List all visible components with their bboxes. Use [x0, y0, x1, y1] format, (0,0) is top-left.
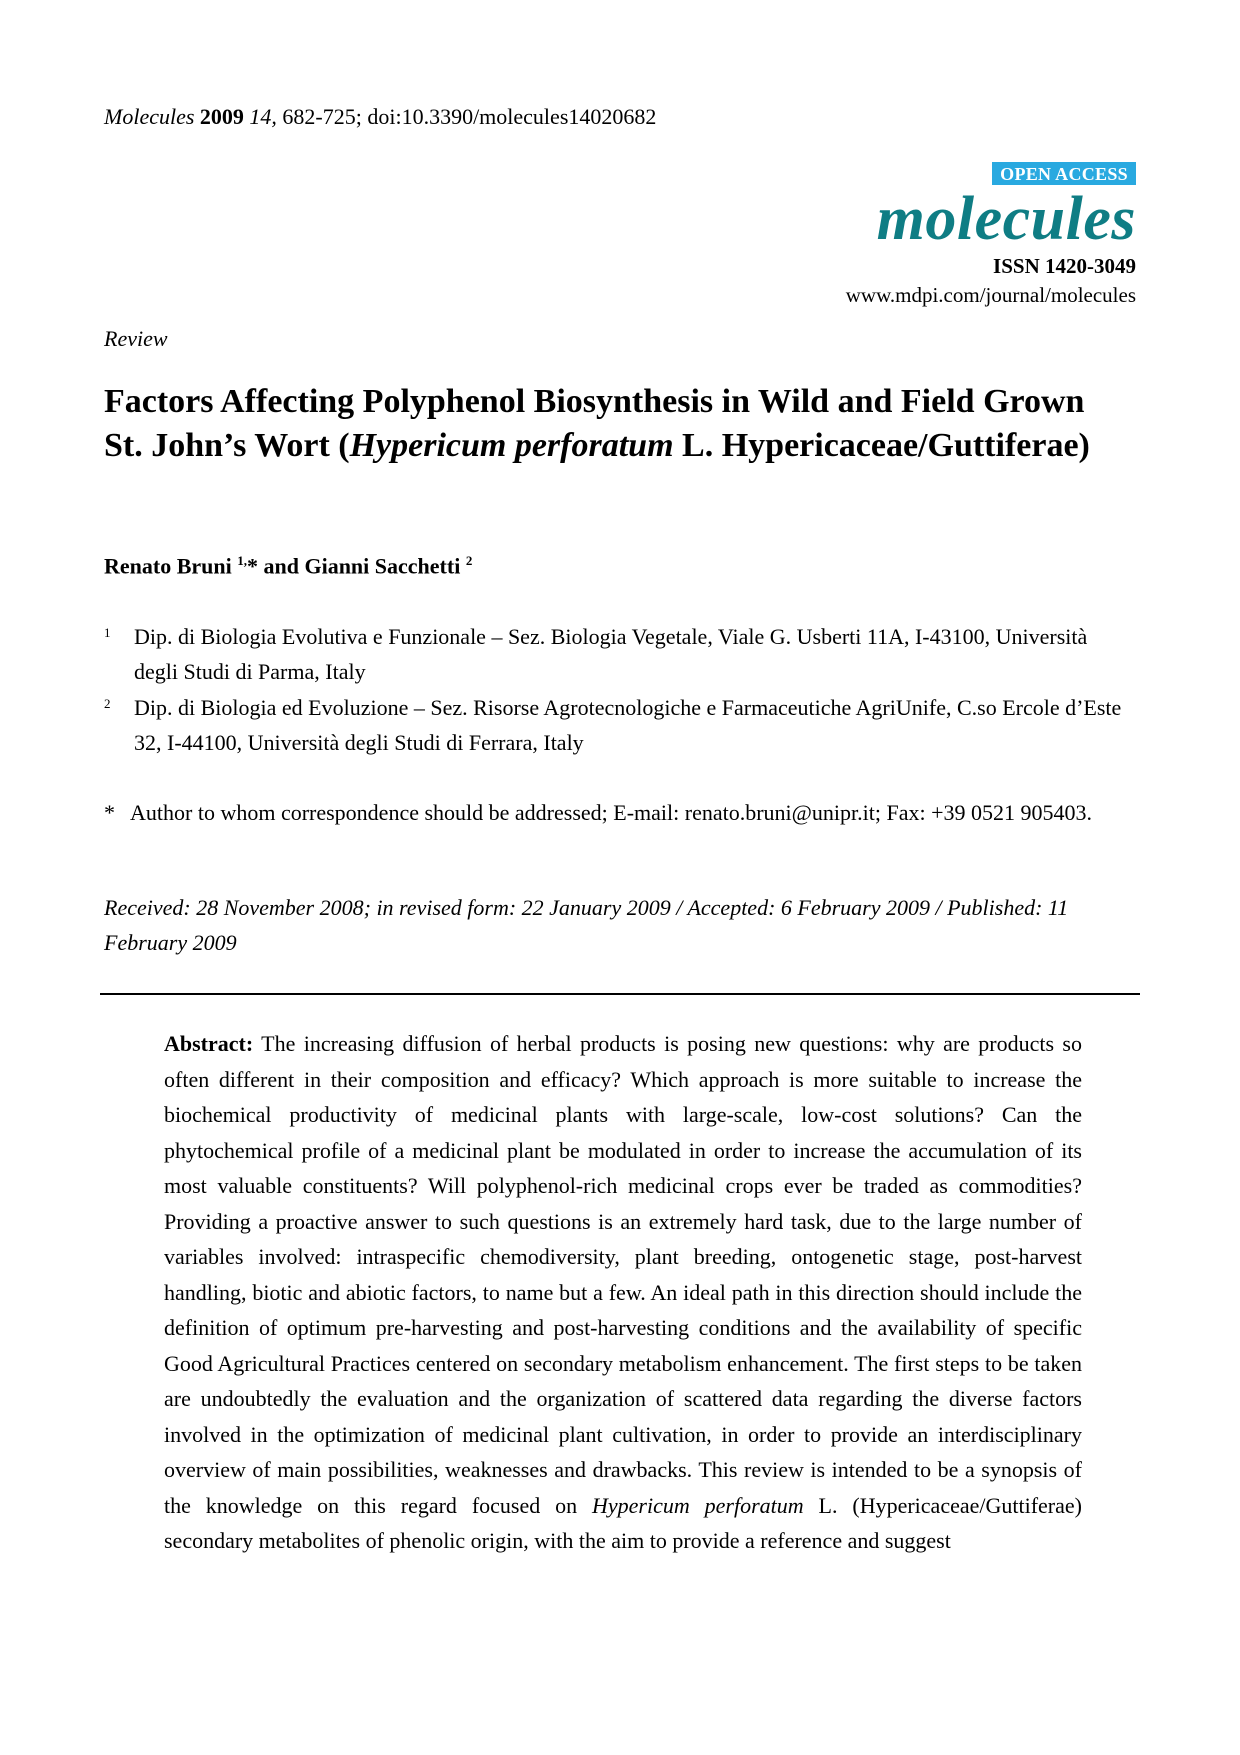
journal-url[interactable]: www.mdpi.com/journal/molecules — [845, 283, 1136, 307]
title-part-1: Factors Affecting Polyphenol Biosynthesis in Wild and Field Grown St. John’s Wort ( — [104, 383, 1085, 464]
correspondence-text: Author to whom correspondence should be addressed; E-mail: renato.bruni@unipr.it; Fax: +39 0521 905403. — [130, 800, 1092, 825]
author-list — [104, 553, 472, 579]
author-2: and Gianni Sacchetti — [258, 553, 466, 579]
issn: ISSN 1420-3049 — [993, 254, 1136, 278]
affiliation-number: 2 — [104, 696, 111, 711]
corresponding-marker: * — [247, 553, 258, 579]
abstract-text-1: The increasing diffusion of herbal products is posing new questions: why are products so often different in their composition and efficacy? Which approach is more suitable to increase the biochemical productivity of medicinal plants with large-scale, low-cost solutions? Can the phytochemical profile of a medicinal plant be modulated in order to increase the accumulation of its most valuable constituents? Will polyphenol-rich medicinal crops ever be traded as commodities? Providing a proactive answer to such questions is an extremely hard task, due to the large number of variables involved: intraspecific chemodiversity, plant breeding, ontogenetic stage, post-harvest handling, biotic and abiotic factors, to name but a few. An ideal path in this direction should include the definition of optimum pre-harvesting and post-harvesting conditions and the availability of specific Good Agricultural Practices centered on secondary metabolism enhancement. The first steps to be taken are undoubtedly the evaluation and the organization of scattered data regarding the diverse factors involved in the optimization of medicinal plant cultivation, in order to provide an interdisciplinary overview of main possibilities, weaknesses and drawbacks. This review is intended to be a synopsis of the knowledge on this regard focused on — [164, 1031, 1082, 1518]
paper-title — [104, 380, 1124, 468]
author-2-affiliation: 2 — [465, 553, 473, 568]
journal-masthead — [846, 162, 1136, 310]
citation-journal: Molecules — [104, 104, 195, 129]
publication-dates: Received: 28 November 2008; in revised form: 22 January 2009 / Accepted: 6 February 2009 / Published: 11 February 2009 — [104, 895, 1069, 955]
title-part-2: L. Hypericaceae/Guttiferae) — [673, 427, 1090, 464]
abstract — [164, 1026, 1082, 1559]
title-species: Hypericum perforatum — [349, 427, 674, 464]
affiliation-2 — [104, 690, 1134, 760]
corresponding-star: * — [104, 800, 115, 825]
abstract-label: Abstract: — [164, 1031, 254, 1056]
citation-pages-doi: 682-725; doi:10.3390/molecules14020682 — [276, 104, 657, 129]
author-1-affiliation: 1, — [237, 553, 247, 568]
article-type: Review — [104, 326, 168, 351]
affiliation-text: Dip. di Biologia ed Evoluzione – Sez. Risorse Agrotecnologiche e Farmaceutiche AgriUnife, C.so Ercole d’Este 32, I-44100, Università degli Studi di Ferrara, Italy — [134, 695, 1122, 755]
citation-line — [104, 104, 656, 130]
affiliation-number: 1 — [104, 625, 111, 640]
correspondence-note — [104, 795, 1134, 830]
divider-rule — [100, 993, 1140, 995]
author-1: Renato Bruni — [104, 553, 238, 579]
abstract-species: Hypericum perforatum — [592, 1492, 804, 1518]
affiliation-text: Dip. di Biologia Evolutiva e Funzionale – Sez. Biologia Vegetale, Viale G. Usberti 11A, I-43100, Università degli Studi di Parma, Italy — [134, 624, 1088, 684]
citation-volume: 14, — [249, 104, 277, 129]
journal-logo-text: molecules — [876, 185, 1136, 253]
open-access-badge: OPEN ACCESS — [992, 162, 1136, 185]
abstract-text-2: L. (Hypericaceae/Guttiferae) secondary metabolites of phenolic origin, with the aim to provide a reference and suggest — [164, 1492, 1082, 1553]
affiliation-1 — [104, 619, 1134, 689]
citation-year: 2009 — [199, 104, 244, 129]
